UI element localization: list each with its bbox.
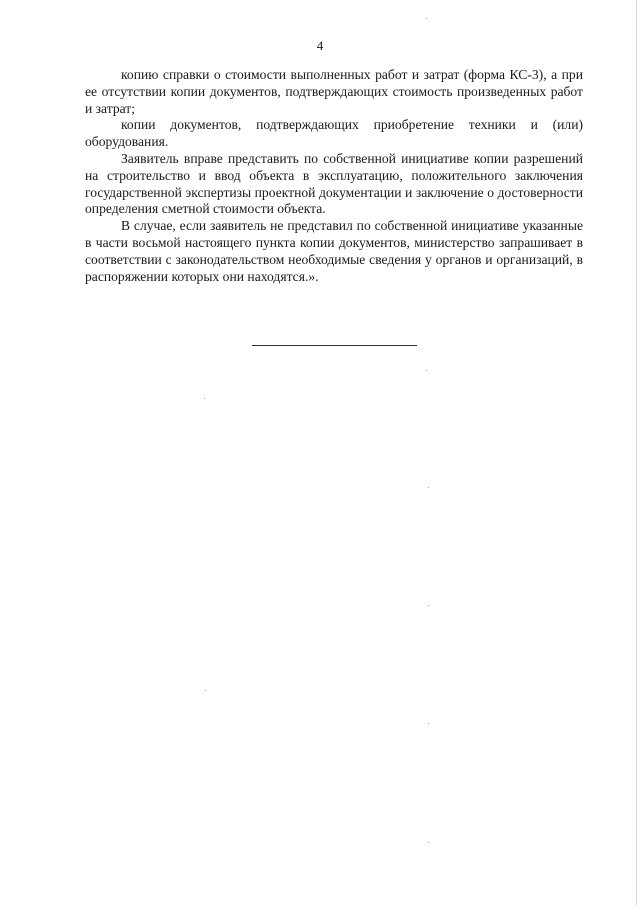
scan-speck (205, 690, 206, 691)
page-number: 4 (316, 38, 324, 53)
scan-speck (428, 723, 429, 724)
scan-speck (428, 605, 429, 606)
paragraph-ks3-copy: копию справки о стоимости выполненных работ и затрат (форма КС-3), а при ее отсутствии копии документов, подтверждающих стоимость произведенных работ и затрат; (85, 67, 583, 116)
scan-speck (428, 842, 429, 843)
paragraph-equipment-copies: копии документов, подтверждающих приобретение техники и (или) оборудования. (85, 117, 583, 150)
paragraph-ministry-request: В случае, если заявитель не представил по собственной инициативе указанные в части восьмой настоящего пункта копии документов, министерство запрашивает в соответствии с законодательством необходимые сведения у органов и организаций, в распоряжении которых они находятся.». (85, 218, 583, 284)
end-divider-line (252, 345, 417, 346)
scan-speck (204, 398, 205, 399)
scan-speck (426, 370, 427, 371)
scan-edge-line (636, 0, 637, 905)
paragraph-applicant-right: Заявитель вправе представить по собственной инициативе копии разрешений на строительство и ввод объекта в эксплуатацию, положительного заключения государственной экспертизы проектной документации и заключение о достоверности определения сметной стоимости объекта. (85, 150, 583, 217)
document-body (85, 67, 583, 285)
scan-speck (428, 487, 429, 488)
scan-speck (426, 18, 427, 19)
